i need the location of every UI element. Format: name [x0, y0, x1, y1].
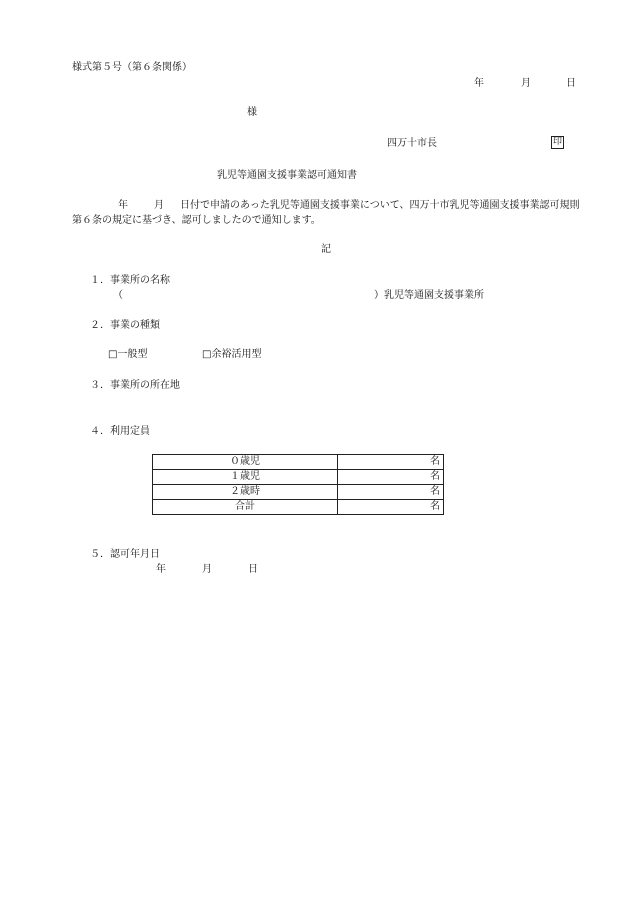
notice-body — [72, 198, 582, 228]
date-month: 月 — [521, 78, 531, 89]
facility-name-open-paren: （ — [113, 290, 123, 301]
age-cell: 合計 — [153, 500, 338, 515]
body-year: 年 — [118, 200, 128, 211]
approval-month: 月 — [202, 564, 212, 575]
issuer-name: 四万十市長 — [387, 138, 437, 149]
addressee-suffix: 様 — [247, 107, 257, 118]
date-day: 日 — [566, 78, 576, 89]
document-title: 乳児等通園支援事業認可通知書 — [217, 170, 357, 181]
age-cell: ０歳児 — [153, 455, 338, 470]
seal-box: 印 — [552, 137, 562, 147]
capacity-table — [152, 454, 444, 515]
body-month: 月 — [154, 200, 164, 211]
item-3-heading: ３．事業所の所在地 — [90, 380, 180, 391]
date-year: 年 — [474, 78, 484, 89]
count-cell[interactable]: 名 — [338, 500, 444, 515]
table-row — [153, 500, 444, 515]
item-5-heading: ５．認可年月日 — [90, 549, 160, 560]
approval-year: 年 — [156, 564, 166, 575]
age-cell: １歳児 — [153, 470, 338, 485]
item-2-heading: ２．事業の種類 — [90, 320, 160, 331]
ki-heading: 記 — [321, 244, 331, 255]
count-cell[interactable]: 名 — [338, 455, 444, 470]
count-cell[interactable]: 名 — [338, 470, 444, 485]
option-general-checkbox[interactable]: □一般型 — [108, 349, 148, 360]
table-row — [153, 455, 444, 470]
age-cell: ２歳時 — [153, 485, 338, 500]
body-text: 日付で申請のあった乳児等通園支援事業について、四万十市乳児等通園支援事業認可規則第６条の規定に基づき、認可しましたので通知します。 — [72, 200, 580, 226]
facility-name-suffix: ）乳児等通園支援事業所 — [374, 290, 484, 301]
approval-day: 日 — [248, 564, 258, 575]
count-cell[interactable]: 名 — [338, 485, 444, 500]
table-row — [153, 485, 444, 500]
item-4-heading: ４．利用定員 — [90, 426, 150, 437]
option-surplus-checkbox[interactable]: □余裕活用型 — [202, 349, 262, 360]
form-number: 様式第５号（第６条関係） — [72, 62, 192, 73]
table-row — [153, 470, 444, 485]
item-1-heading: １．事業所の名称 — [90, 275, 170, 286]
